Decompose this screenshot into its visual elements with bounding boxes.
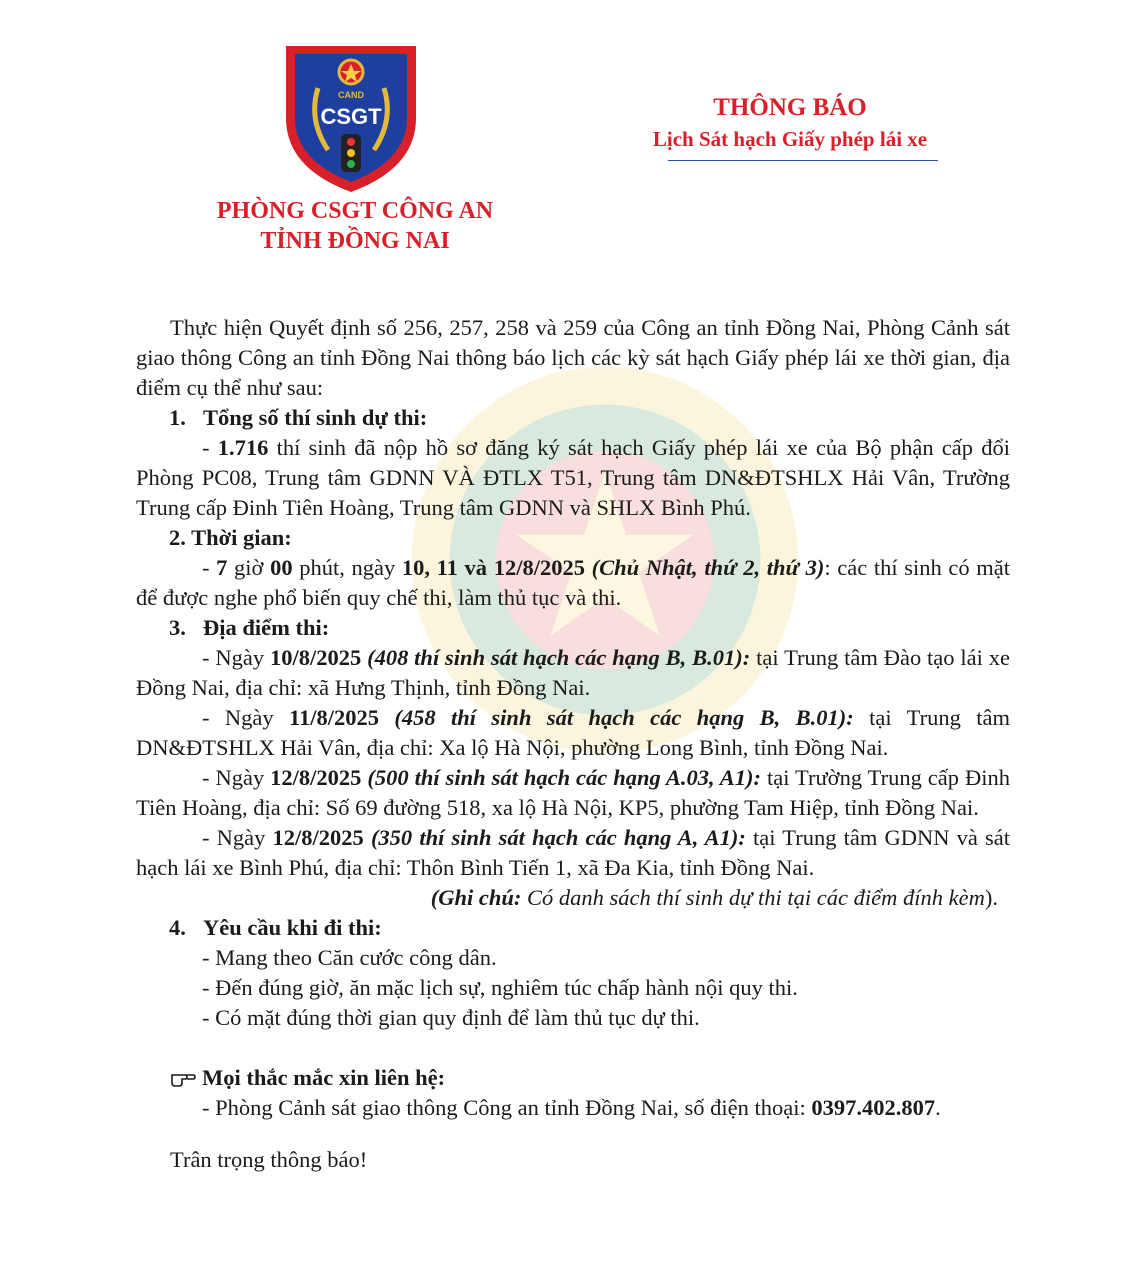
note-label: Ghi chú: [438, 885, 522, 910]
document-body [136, 313, 1010, 1175]
location-detail: (458 thí sinh sát hạch các hạng B, B.01): [379, 705, 854, 730]
organization-name [170, 196, 540, 256]
section-2-text [136, 553, 1010, 613]
section-4-number: 4. [169, 915, 186, 940]
section-3-heading [136, 613, 1010, 643]
dash: - [202, 435, 218, 460]
text-part: ( [430, 885, 439, 910]
exam-dates: 10, 11 [401, 555, 458, 580]
exam-minute: 00 [270, 555, 293, 580]
location-detail: (350 thí sinh sát hạch các hạng A, A1): [363, 825, 746, 850]
csgt-shield-logo [278, 40, 424, 196]
section-1-heading [136, 403, 1010, 433]
text-part [585, 555, 592, 580]
closing-line: Trân trọng thông báo! [170, 1147, 368, 1172]
exam-hour: 7 [216, 555, 228, 580]
location-detail: (408 thí sinh sát hạch các hạng B, B.01): [361, 645, 751, 670]
text-part: và [457, 555, 494, 580]
requirement-item: - Có mặt đúng thời gian quy định để làm thủ tục dự thi. [202, 1005, 700, 1030]
section-1-body: thí sinh đã nộp hồ sơ đăng ký sát hạch Giấy phép lái xe của Bộ phận cấp đổi Phòng PC08, Trung tâm GDNN VÀ ĐTLX T51, Trung tâm DN&ĐTSHLX Hải Vân, Trường Trung cấp Đinh Tiên Hoàng, Trung tâm GDNN và SHLX Bình Phú. [136, 435, 1010, 520]
location-item [136, 703, 1010, 763]
location-date: 10/8/2025 [269, 645, 362, 670]
requirement-item: - Mang theo Căn cước công dân. [202, 945, 497, 970]
text-part: phút, ngày [292, 555, 402, 580]
location-date: 11/8/2025 [289, 705, 380, 730]
location-text: tại Trung tâm Đào tạo lái xe Đồng Nai, địa chỉ: xã Hưng Thịnh, tỉnh Đồng Nai. [136, 645, 1010, 700]
text-part: ). [984, 885, 998, 910]
spacer [136, 1033, 1010, 1063]
section-1-text [136, 433, 1010, 523]
org-line-1: PHÒNG CSGT CÔNG AN [216, 198, 494, 224]
location-date: 12/8/2025 [270, 765, 362, 790]
text-part: giờ [227, 555, 271, 580]
text-part: - Ngày [202, 705, 289, 730]
contact-phone: 0397.402.807 [811, 1095, 936, 1120]
text-part: : các thí sinh có mặt để được nghe phổ biến quy chế thi, làm thủ tục và thi. [136, 555, 1011, 610]
note-text: Có danh sách thí sinh dự thi tại các điểm đính kèm [521, 885, 985, 910]
spacer [136, 1123, 1010, 1145]
text-part: . [935, 1095, 941, 1120]
requirement-item: - Đến đúng giờ, ăn mặc lịch sự, nghiêm túc chấp hành nội quy thi. [202, 975, 798, 1000]
location-item [136, 823, 1010, 883]
section-4-title: Yêu cầu khi đi thi: [203, 915, 382, 940]
contact-title: Mọi thắc mắc xin liên hệ: [202, 1065, 446, 1090]
logo-text: CSGT [320, 104, 382, 129]
section-3-title: Địa điểm thi: [203, 615, 330, 640]
section-3-number: 3. [169, 615, 186, 640]
location-text: tại Trung tâm DN&ĐTSHLX Hải Vân, địa chỉ: Xa lộ Hà Nội, phường Long Bình, tỉnh Đồng Nai. [136, 705, 1010, 760]
exam-date-last: 12/8/2025 [493, 555, 585, 580]
notice-subtitle: Lịch Sát hạch Giấy phép lái xe [652, 127, 928, 151]
section-1-number: 1. [169, 405, 186, 430]
notice-title: THÔNG BÁO [713, 94, 867, 121]
contact-text: - Phòng Cảnh sát giao thông Công an tỉnh Đồng Nai, số điện thoại: [202, 1095, 812, 1120]
section-2-heading: 2. Thời gian: [169, 525, 292, 550]
contact-heading [136, 1063, 1010, 1093]
section-4-heading [136, 913, 1010, 943]
subtitle-underline [668, 160, 938, 161]
logo-small-text: CAND [338, 90, 364, 100]
text-part: - Ngày [202, 645, 270, 670]
candidate-count: 1.716 [217, 435, 269, 460]
location-detail: (500 thí sinh sát hạch các hạng A.03, A1): [361, 765, 762, 790]
pointing-hand-icon [170, 1066, 196, 1088]
exam-weekdays: (Chủ Nhật, thứ 2, thứ 3) [591, 555, 825, 580]
location-item [136, 643, 1010, 703]
location-item [136, 763, 1010, 823]
intro-paragraph: Thực hiện Quyết định số 256, 257, 258 và 259 của Công an tỉnh Đồng Nai, Phòng Cảnh sát giao thông Công an tỉnh Đồng Nai thông báo lịch các kỳ sát hạch Giấy phép lái xe thời gian, địa điểm cụ thể như sau: [136, 315, 1010, 400]
location-text: tại Trung tâm GDNN và sát hạch lái xe Bình Phú, địa chỉ: Thôn Bình Tiến 1, xã Đa Kia, tỉnh Đồng Nai. [136, 825, 1010, 880]
notice-heading [620, 92, 960, 161]
text-part: - Ngày [202, 765, 271, 790]
location-date: 12/8/2025 [272, 825, 364, 850]
note-line [136, 883, 1010, 913]
org-line-2: TỈNH ĐỒNG NAI [260, 228, 450, 254]
text-part: - Ngày [202, 825, 273, 850]
contact-line [136, 1093, 1010, 1123]
section-1-title: Tổng số thí sinh dự thi: [203, 405, 428, 430]
dash: - [202, 555, 217, 580]
location-text: tại Trường Trung cấp Đinh Tiên Hoàng, địa chỉ: Số 69 đường 518, xa lộ Hà Nội, KP5, phường Tam Hiệp, tỉnh Đồng Nai. [136, 765, 1010, 820]
